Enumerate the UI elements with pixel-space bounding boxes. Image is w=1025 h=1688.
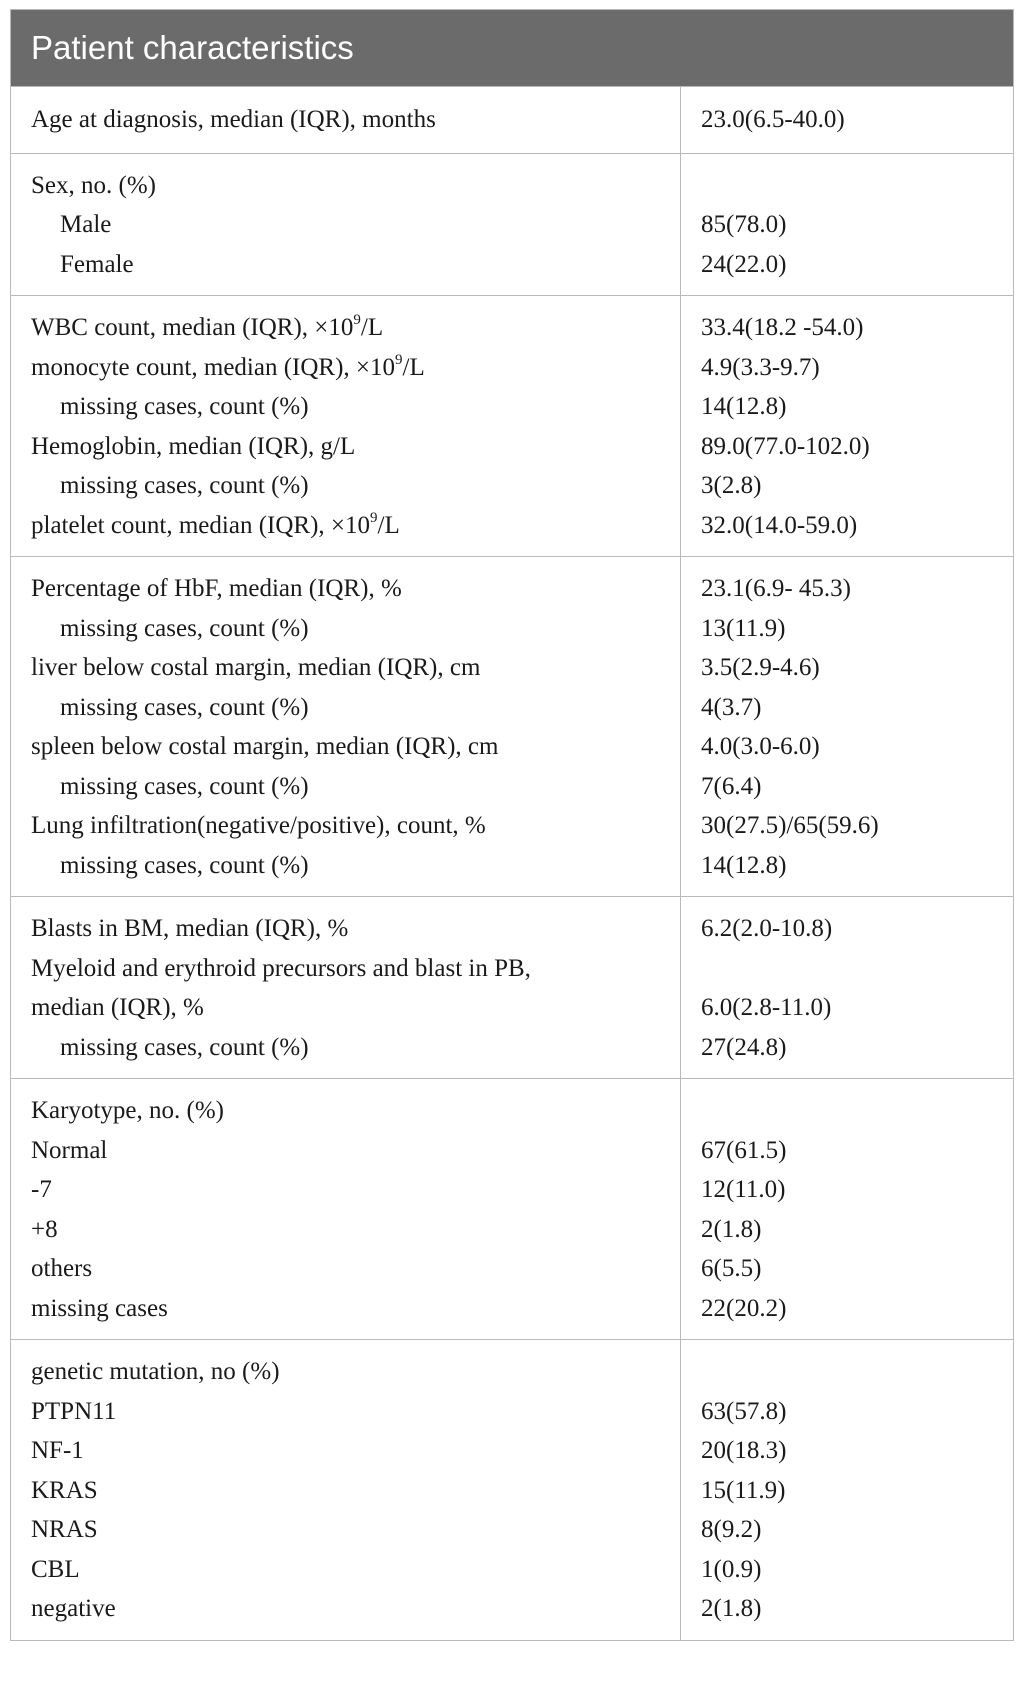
value-column [681,897,1013,1078]
row-label-text: Age at diagnosis, median (IQR), months [31,106,436,133]
value-column [681,1340,1013,1640]
row-label [31,506,680,546]
row-value: 22(20.2) [701,1294,787,1322]
row-label [31,1589,680,1629]
value-column [681,1079,1013,1339]
row-value: 85(78.0) [701,211,787,238]
table-group [11,153,1013,296]
row-label-text: missing cases, count (%) [60,614,309,642]
table-group [11,86,1013,153]
row-value: 6.0(2.8-11.0) [701,994,832,1021]
row-value: 4.0(3.0-6.0) [701,733,820,760]
row-label-suffix: /L [377,511,400,539]
row-value: 89.0(77.0-102.0) [701,432,870,460]
row-label-text: Sex, no. (%) [31,171,156,199]
row-value: 7(6.4) [701,772,762,800]
row-label-text: Normal [31,1136,108,1164]
row-label-text: WBC count, median (IQR), ×10 [31,314,354,341]
table-group [11,1339,1013,1640]
value-column [681,557,1013,896]
row-value: 32.0(14.0-59.0) [701,511,858,539]
row-label-text: -7 [31,1176,52,1203]
row-value: 4(3.7) [701,693,762,721]
row-label-text: genetic mutation, no (%) [31,1358,280,1385]
row-label [31,909,680,949]
row-label-text: PTPN11 [31,1397,117,1425]
superscript-exponent: 9 [395,351,403,368]
row-label-text: negative [31,1595,116,1622]
table-group [11,1078,1013,1339]
row-value: 23.0(6.5-40.0) [701,106,845,133]
label-column [11,1340,681,1640]
row-value: 3.5(2.9-4.6) [701,654,820,681]
row-label [31,1131,680,1171]
row-label-text: Hemoglobin, median (IQR), g/L [31,432,356,460]
row-label-suffix: /L [402,353,425,381]
row-value: 2(1.8) [701,1595,762,1622]
row-label-text: +8 [31,1215,58,1243]
row-label-text: NF-1 [31,1437,84,1464]
superscript-exponent: 9 [370,509,378,526]
row-value: 14(12.8) [701,851,787,879]
row-value: 6(5.5) [701,1255,762,1282]
row-label [31,1471,680,1511]
row-value: 12(11.0) [701,1176,786,1203]
row-label [31,348,680,388]
row-value: 23.1(6.9- 45.3) [701,575,851,602]
row-label-text: missing cases, count (%) [60,472,309,499]
row-label-text: Blasts in BM, median (IQR), % [31,915,349,942]
row-label [31,166,680,206]
table-title: Patient characteristics [11,10,1013,86]
row-label-text: Percentage of HbF, median (IQR), % [31,575,402,602]
row-label [31,1091,680,1131]
row-label-text: missing cases, count (%) [60,772,309,800]
row-label-text: missing cases, count (%) [60,693,309,721]
value-column [681,296,1013,556]
superscript-exponent: 9 [353,312,361,328]
row-label [31,427,680,467]
row-label [31,949,680,989]
label-column [11,897,681,1078]
row-label-text: CBL [31,1555,80,1583]
table-body [11,86,1013,1640]
row-label-text: NRAS [31,1516,98,1543]
row-value: 33.4(18.2 -54.0) [701,314,864,341]
row-label-text: platelet count, median (IQR), ×10 [31,511,371,539]
label-column [11,87,681,153]
row-value: 14(12.8) [701,393,787,420]
row-label-text: missing cases [31,1294,168,1322]
row-label [31,1392,680,1432]
row-label-text: missing cases, count (%) [60,1033,309,1061]
label-column [11,154,681,296]
row-label [31,205,680,245]
row-label [31,1431,680,1471]
row-label [31,387,680,427]
row-label [31,1550,680,1590]
row-label-text: Karyotype, no. (%) [31,1097,224,1124]
row-value: 20(18.3) [701,1437,787,1464]
row-value: 15(11.9) [701,1476,786,1504]
row-value: 24(22.0) [701,250,787,278]
row-label [31,727,680,767]
row-value: 8(9.2) [701,1516,762,1543]
row-label-text: others [31,1255,93,1282]
row-value: 2(1.8) [701,1215,762,1243]
patient-characteristics-table [10,9,1014,1641]
row-label [31,1210,680,1250]
row-label-text: spleen below costal margin, median (IQR), cm [31,733,499,760]
row-label-text: missing cases, count (%) [60,393,309,420]
row-label-text: missing cases, count (%) [60,851,309,879]
table-group [11,896,1013,1078]
row-label [31,1352,680,1392]
row-value [701,949,1013,989]
row-value: 30(27.5)/65(59.6) [701,812,879,839]
value-column [681,154,1013,296]
row-label [31,767,680,807]
row-label-text: liver below costal margin, median (IQR), cm [31,654,481,681]
row-value: 63(57.8) [701,1397,787,1425]
row-label [31,1028,680,1068]
row-label [31,466,680,506]
row-value [701,1091,1013,1131]
row-label [31,1289,680,1329]
row-label-text: Myeloid and erythroid precursors and blast in PB, [31,954,531,982]
row-value: 3(2.8) [701,472,762,499]
row-label-suffix: /L [360,314,384,341]
row-label-text: Female [60,250,134,278]
row-label [31,1510,680,1550]
row-label [31,988,680,1028]
row-label [31,245,680,285]
row-label-text: monocyte count, median (IQR), ×10 [31,353,396,381]
row-label [31,688,680,728]
row-label [31,846,680,886]
row-label [31,1170,680,1210]
row-label-text: median (IQR), % [31,994,204,1021]
row-label [31,1249,680,1289]
row-label [31,648,680,688]
row-value: 1(0.9) [701,1555,762,1583]
row-label [31,308,680,348]
table-group [11,556,1013,896]
row-value: 13(11.9) [701,614,786,642]
value-column [681,87,1013,153]
row-value [701,1352,1013,1392]
row-value [701,166,1013,206]
label-column [11,1079,681,1339]
row-value: 4.9(3.3-9.7) [701,353,820,381]
row-label-text: Male [60,211,112,238]
row-label [31,100,680,140]
row-value: 27(24.8) [701,1033,787,1061]
label-column [11,296,681,556]
label-column [11,557,681,896]
table-group [11,295,1013,556]
row-value: 6.2(2.0-10.8) [701,915,833,942]
row-label-text: KRAS [31,1476,98,1504]
row-label [31,806,680,846]
row-label [31,609,680,649]
row-label [31,569,680,609]
row-label-text: Lung infiltration(negative/positive), count, % [31,812,486,839]
row-value: 67(61.5) [701,1136,787,1164]
